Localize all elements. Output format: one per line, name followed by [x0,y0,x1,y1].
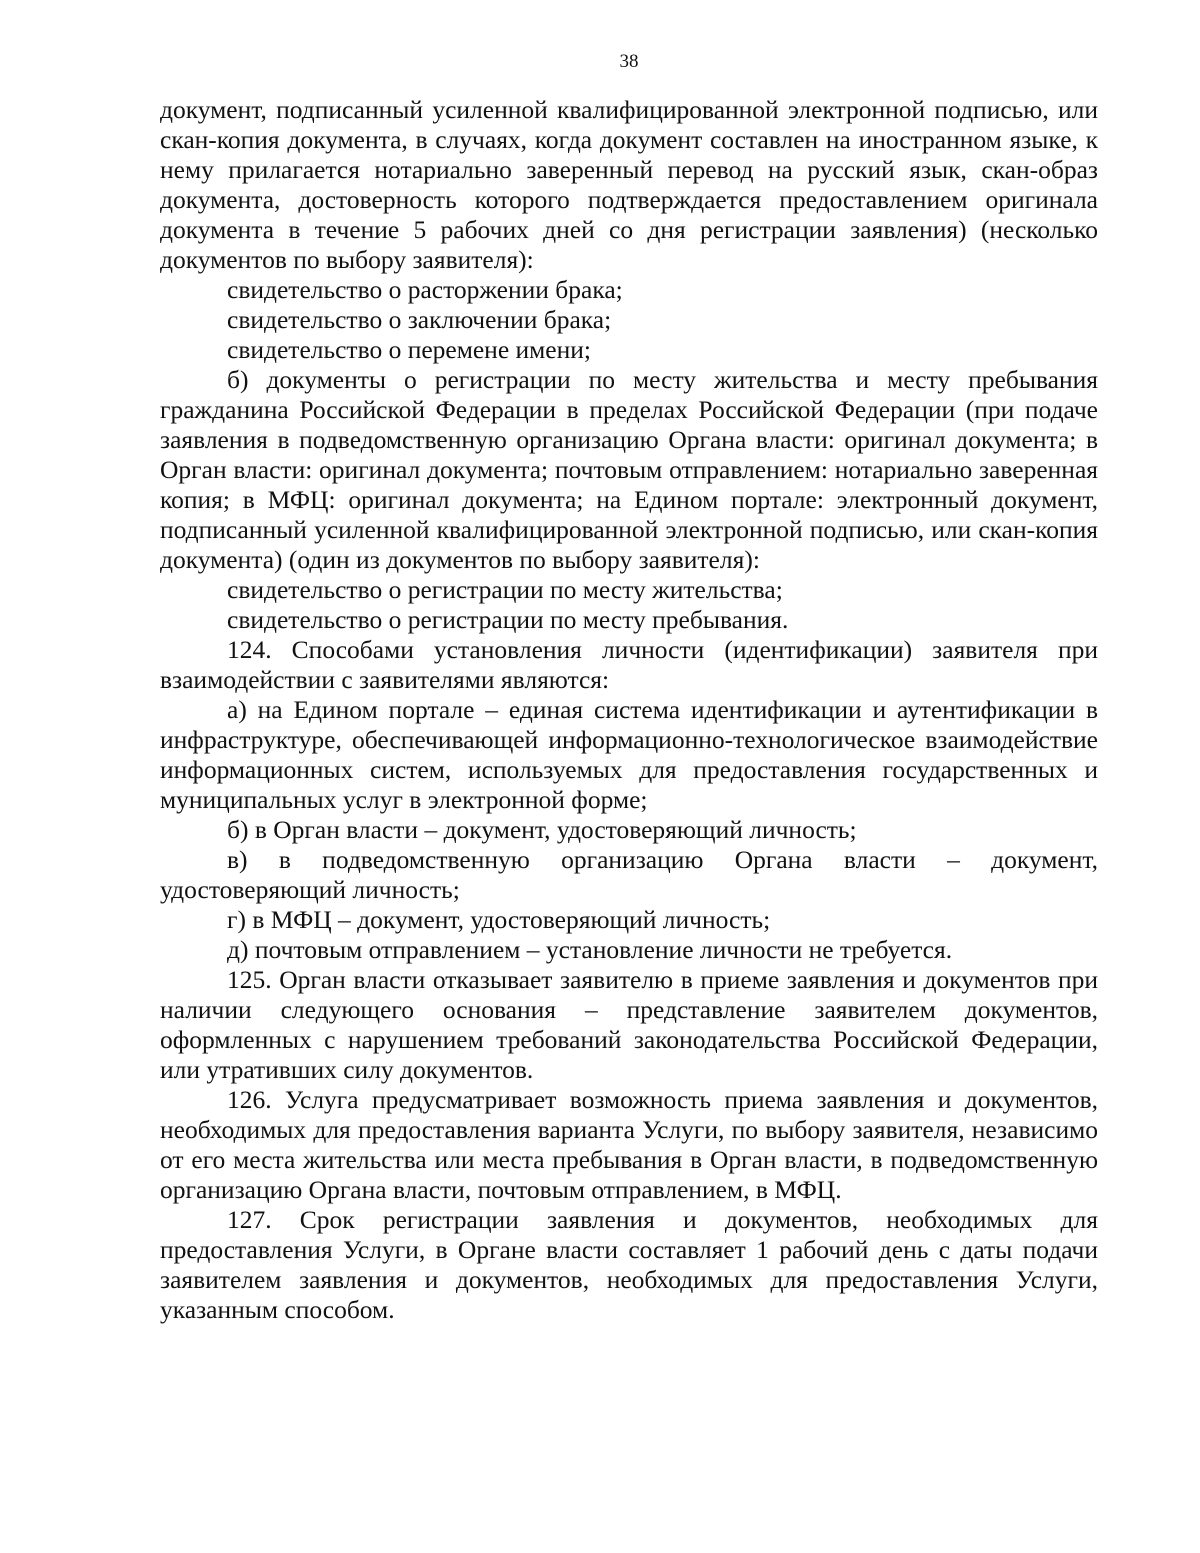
paragraph-127-registration-term: 127. Срок регистрации заявления и документов, необходимых для предоставления Услуги, в Органе власти составляет 1 рабочий день с даты подачи заявителем заявления и документов, необходимых для предоставления Услуги, указанным способом. [160,1205,1098,1324]
list-item-subordinate-organization: в) в подведомственную организацию Органа власти – документ, удостоверяющий личность; [160,845,1098,904]
list-item-authority: б) в Орган власти – документ, удостоверяющий личность; [227,815,857,844]
list-item-stay-registration: свидетельство о регистрации по месту пребывания. [227,605,789,634]
paragraph-continuation-document-types: документ, подписанный усиленной квалифицированной электронной подписью, или скан-копия документа, в случаях, когда документ составлен на иностранном языке, к нему прилагается нотариально заверенный перевод на русский язык, скан-образ документа, достоверность которого подтверждается предоставлением оригинала документа в течение 5 рабочих дней со дня регистрации заявления) (несколько документов по выбору заявителя): [160,95,1098,274]
paragraph-registration-documents: б) документы о регистрации по месту жительства и месту пребывания гражданина Российской Федерации в пределах Российской Федерации (при подаче заявления в подведомственную организацию Органа власти: оригинал документа; в Орган власти: оригинал документа; почтовым отправлением: нотариально заверенная копия; в МФЦ: оригинал документа; на Едином портале: электронный документ, подписанный усиленной квалифицированной электронной подписью, или скан-копия документа) (один из документов по выбору заявителя): [160,365,1098,574]
list-item-residence-registration: свидетельство о регистрации по месту жительства; [227,575,783,604]
list-item-postal: д) почтовым отправлением – установление личности не требуется. [227,935,953,964]
list-item-marriage-certificate: свидетельство о заключении брака; [227,305,612,334]
list-item-divorce-certificate: свидетельство о расторжении брака; [227,275,623,304]
list-item-name-change-certificate: свидетельство о перемене имени; [227,335,591,364]
paragraph-124-identification-methods: 124. Способами установления личности (идентификации) заявителя при взаимодействии с заявителями являются: [160,635,1098,694]
paragraph-125-refusal: 125. Орган власти отказывает заявителю в приеме заявления и документов при наличии следующего основания – представление заявителем документов, оформленных с нарушением требований законодательства Российской Федерации, или утративших силу документов. [160,965,1098,1084]
list-item-single-portal: а) на Едином портале – единая система идентификации и аутентификации в инфраструктуре, обеспечивающей информационно-технологическое взаимодействие информационных систем, используемых для предоставления государственных и муниципальных услуг в электронной форме; [160,695,1098,814]
paragraph-126-acceptance: 126. Услуга предусматривает возможность приема заявления и документов, необходимых для предоставления варианта Услуги, по выбору заявителя, независимо от его места жительства или места пребывания в Орган власти, в подведомственную организацию Органа власти, почтовым отправлением, в МФЦ. [160,1085,1098,1204]
page-number: 38 [619,51,639,72]
list-item-mfc: г) в МФЦ – документ, удостоверяющий личность; [227,905,771,934]
document-body [160,95,1098,1325]
